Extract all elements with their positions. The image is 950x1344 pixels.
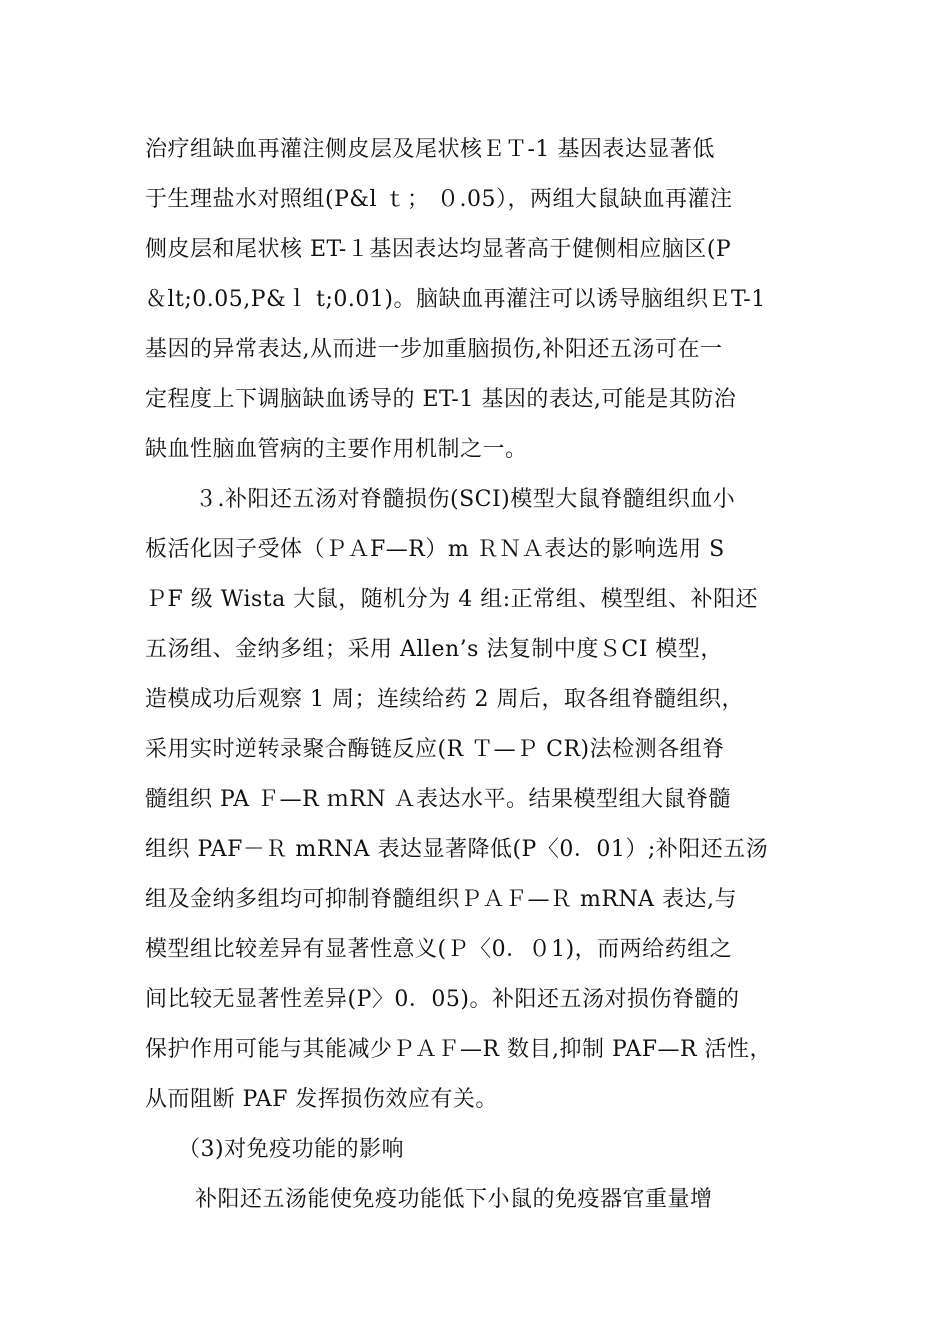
text-line: 组及金纳多组均可抑制脊髓组织ＰＡＦ—Ｒ mRNA 表达,与 bbox=[145, 887, 738, 912]
text-line: 造模成功后观察 1 周；连续给药 2 周后，取各组脊髓组织， bbox=[145, 687, 744, 712]
text-line: 补阳还五汤能使免疫功能低下小鼠的免疫器官重量增 bbox=[195, 1187, 713, 1212]
text-line: 髓组织 PA Ｆ—R ｍRN Ａ表达水平。结果模型组大鼠脊髓 bbox=[145, 787, 732, 812]
text-line: 基因的异常表达,从而进一步加重脑损伤,补阳还五汤可在一 bbox=[145, 337, 723, 362]
text-line: 采用实时逆转录聚合酶链反应(R Ｔ—Ｐ CR)法检测各组脊 bbox=[145, 737, 725, 762]
text-line: 板活化因子受体（ＰＡF—R）m ＲＮＡ表达的影响选用 S bbox=[145, 537, 725, 562]
text-line: 间比较无显著性差异(P〉0．05)。补阳还五汤对损伤脊髓的 bbox=[145, 987, 740, 1012]
text-line: ＰF 级 Wista 大鼠，随机分为 4 组:正常组、模型组、补阳还 bbox=[145, 587, 759, 612]
text-line: 组织 PAF－Ｒ mRNA 表达显著降低(P〈0．01）;补阳还五汤 bbox=[145, 837, 769, 862]
text-line: 模型组比较差异有显著性意义(Ｐ〈0．０1)，而两给药组之 bbox=[145, 937, 733, 962]
text-line: 定程度上下调脑缺血诱导的 ET-1 基因的表达,可能是其防治 bbox=[145, 387, 737, 412]
section-heading-line: ３.补阳还五汤对脊髓损伤(SCI)模型大鼠脊髓组织血小 bbox=[195, 487, 736, 512]
text-line: ＆lt;0.05,P&ｌ t;0.01)。脑缺血再灌注可以诱导脑组织ＥT-1 bbox=[145, 287, 766, 312]
text-line: 五汤组、金纳多组；采用 Allen’s 法复制中度ＳCI 模型， bbox=[145, 637, 723, 662]
subsection-heading: （3)对免疫功能的影响 bbox=[178, 1137, 405, 1162]
text-line: 于生理盐水对照组(P&l ｔ； ０.05），两组大鼠缺血再灌注 bbox=[145, 187, 733, 212]
text-line: 侧皮层和尾状核 ET-１基因表达均显著高于健侧相应脑区(P bbox=[145, 237, 732, 262]
text-line: 从而阻断 PAF 发挥损伤效应有关。 bbox=[145, 1087, 498, 1112]
text-line: 保护作用可能与其能减少ＰＡＦ—R 数目,抑制 PAF—R 活性， bbox=[145, 1037, 773, 1062]
text-line: 治疗组缺血再灌注侧皮层及尾状核ＥＴ-1 基因表达显著低 bbox=[145, 137, 715, 162]
text-line: 缺血性脑血管病的主要作用机制之一。 bbox=[145, 437, 528, 462]
